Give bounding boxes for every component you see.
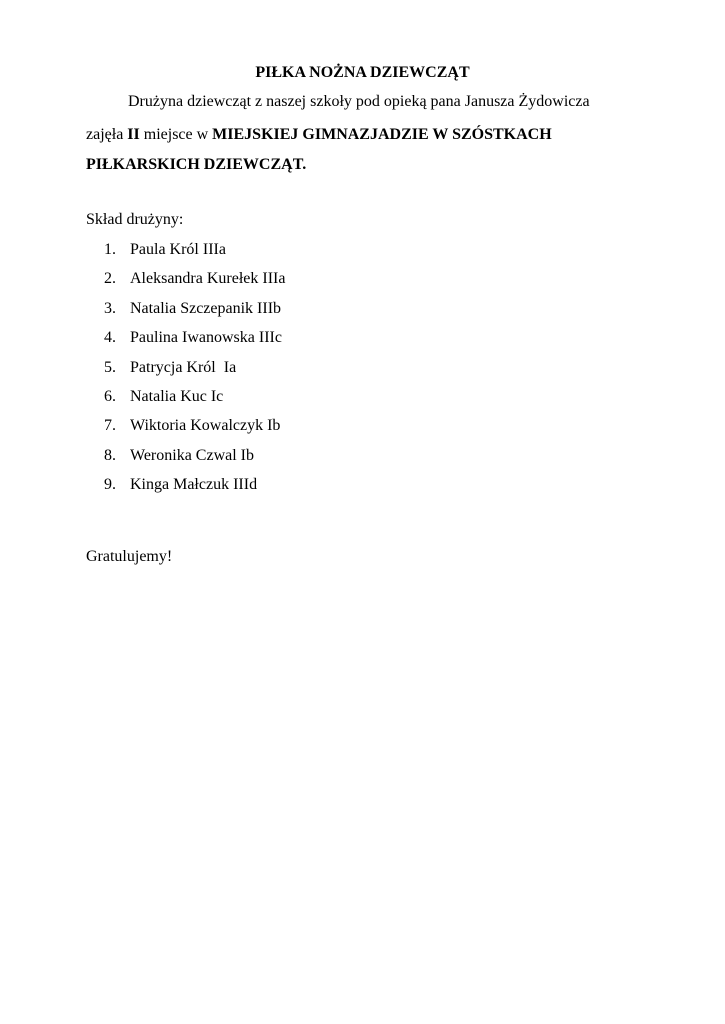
list-item xyxy=(104,446,285,475)
event-name-part-1: MIEJSKIEJ GIMNAZJADZIE W SZÓSTKACH xyxy=(212,126,552,143)
list-number: 4. xyxy=(104,329,116,347)
list-item xyxy=(104,475,285,504)
list-number: 8. xyxy=(104,446,116,464)
list-number: 2. xyxy=(104,270,116,288)
list-item xyxy=(104,328,285,357)
player-name: Natalia Szczepanik IIIb xyxy=(130,299,282,317)
player-name: Weronika Czwal Ib xyxy=(130,446,254,464)
player-name: Aleksandra Kurełek IIIa xyxy=(130,270,286,288)
player-name: Kinga Małczuk IIId xyxy=(130,476,258,494)
list-item xyxy=(104,387,285,416)
text-middle: miejsce w xyxy=(139,126,213,143)
list-number: 7. xyxy=(104,417,116,435)
text-prefix: zajęła xyxy=(86,126,128,143)
player-name: Natalia Kuc Ic xyxy=(130,387,224,405)
squad-label: Skład drużyny: xyxy=(86,211,184,228)
list-item xyxy=(104,269,285,298)
player-name: Paula Król IIIa xyxy=(130,241,226,258)
closing-text: Gratulujemy! xyxy=(86,548,173,565)
document-title: PIŁKA NOŻNA DZIEWCZĄT xyxy=(255,64,470,81)
list-number: 5. xyxy=(104,358,116,376)
place-bold: II xyxy=(127,126,140,143)
event-name-part-2: PIŁKARSKICH DZIEWCZĄT. xyxy=(86,156,307,173)
paragraph-line-3 xyxy=(86,155,306,175)
list-number: 1. xyxy=(104,241,116,258)
player-name: Wiktoria Kowalczyk Ib xyxy=(130,417,281,435)
list-item xyxy=(104,358,285,387)
squad-list xyxy=(104,240,285,505)
player-name: Paulina Iwanowska IIIc xyxy=(130,329,282,347)
list-number: 3. xyxy=(104,299,116,317)
list-item xyxy=(104,416,285,445)
list-item xyxy=(104,299,285,328)
list-number: 9. xyxy=(104,476,116,494)
player-name: Patrycja Król Ia xyxy=(130,358,237,376)
list-item xyxy=(104,240,285,269)
paragraph-line-1: Drużyna dziewcząt z naszej szkoły pod opieką pana Janusza Żydowicza xyxy=(128,93,590,110)
list-number: 6. xyxy=(104,387,116,405)
paragraph-line-2 xyxy=(86,125,552,145)
